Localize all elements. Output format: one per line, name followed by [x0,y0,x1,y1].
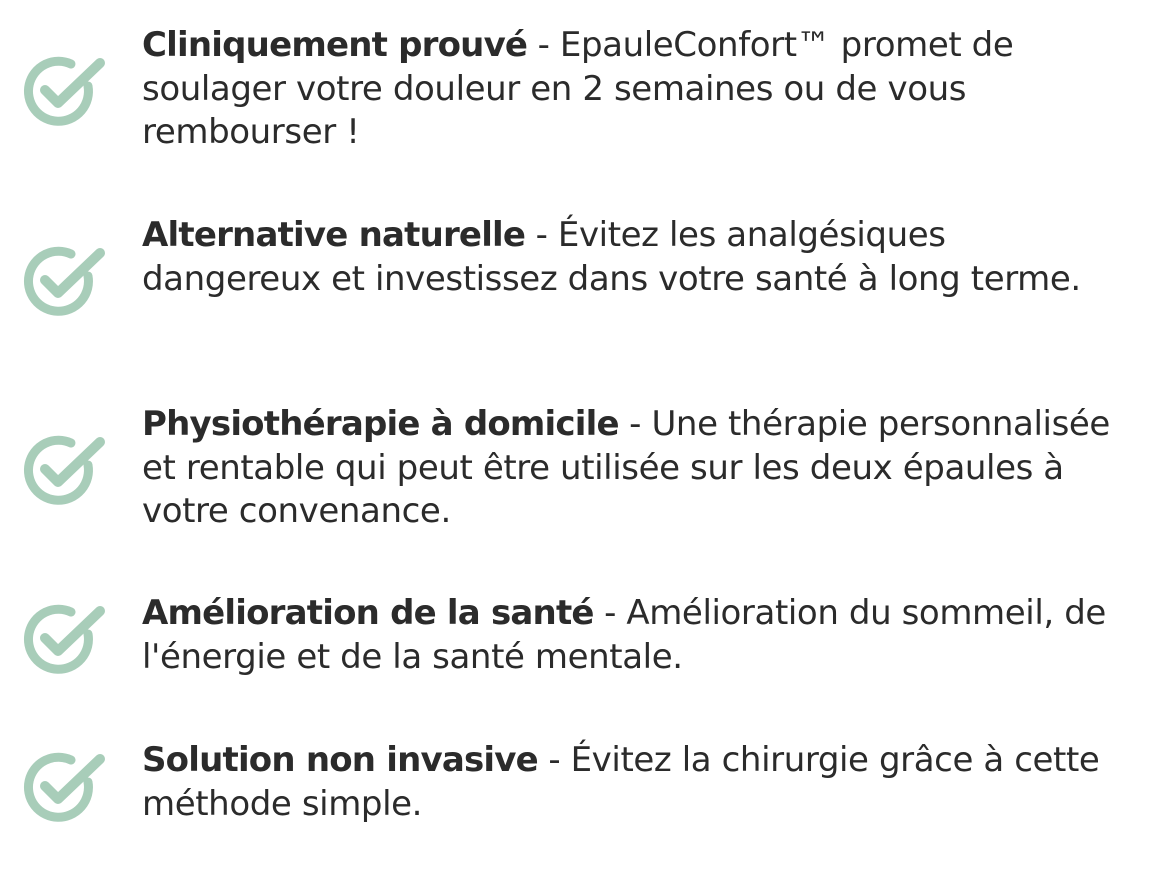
benefit-text [142,24,1132,155]
check-circle-icon [20,48,106,128]
benefit-separator: - [527,25,560,65]
benefit-text [142,739,1132,826]
benefit-text [142,592,1132,679]
benefit-description: Amélioration du sommeil, de l'énergie et de la santé mentale. [142,593,1106,677]
check-circle-icon [20,744,106,824]
benefit-separator: - [618,404,652,444]
benefit-separator: - [593,593,627,633]
benefit-separator: - [537,740,571,780]
check-circle-ring [28,757,88,817]
check-circle-ring [28,440,88,500]
check-circle-icon [20,427,106,507]
benefit-title: Cliniquement prouvé [142,25,528,65]
benefit-text [142,403,1132,534]
benefit-title: Physiothérapie à domicile [142,404,619,444]
benefit-title: Amélioration de la santé [142,593,594,633]
benefit-description: Évitez la chirurgie grâce à cette méthode simple. [142,740,1100,824]
benefit-separator: - [525,215,558,255]
benefit-title: Solution non invasive [142,740,538,780]
benefit-description: Évitez les analgésiques dangereux et investissez dans votre santé à long terme. [142,215,1081,299]
benefit-title: Alternative naturelle [142,215,526,255]
check-circle-ring [28,609,88,669]
benefit-description: Une thérapie personnalisée et rentable qui peut être utilisée sur les deux épaules à votre convenance. [142,404,1110,531]
check-circle-ring [28,251,88,311]
benefit-description: EpauleConfort™ promet de soulager votre douleur en 2 semaines ou de vous rembourser ! [142,25,1014,152]
check-circle-ring [28,61,88,121]
check-circle-icon [20,238,106,318]
check-circle-icon [20,596,106,676]
benefit-text [142,214,1132,301]
